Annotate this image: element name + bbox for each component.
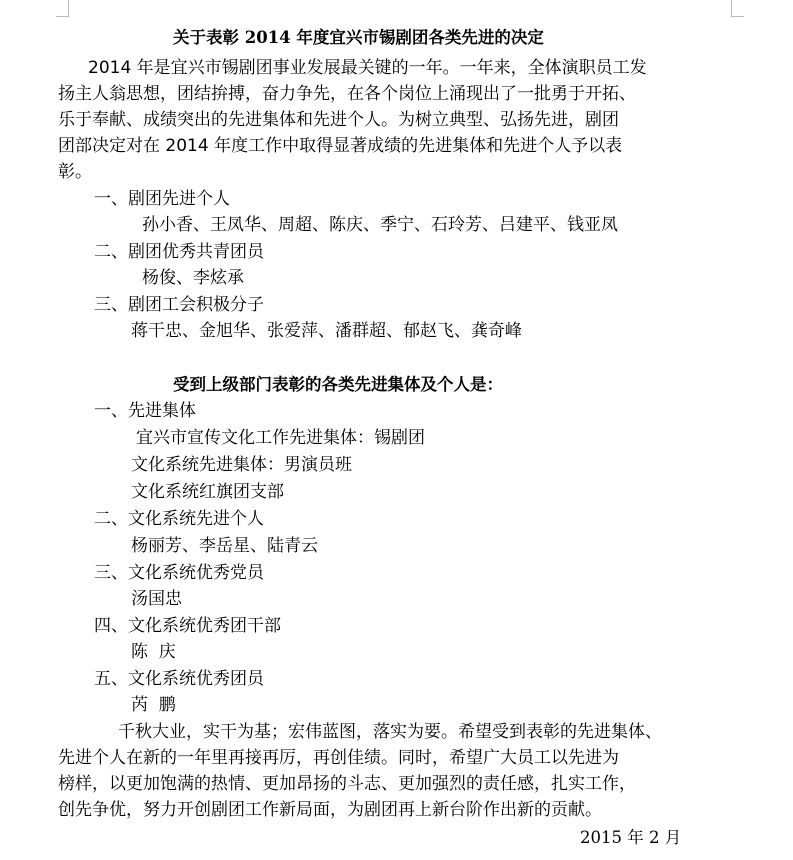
award-names: 孙小香、王凤华、周超、陈庆、季宁、石玲芳、吕建平、钱亚凤	[142, 215, 618, 235]
document-date: 2015 年 2 月	[580, 828, 682, 847]
award-names: 杨俊、李炫承	[142, 268, 244, 288]
superior-section-title: 受到上级部门表彰的各类先进集体及个人是：	[173, 375, 503, 394]
intro-line: 团部决定对在 2014 年度工作中取得显著成绩的先进集体和先进个人予以表	[58, 136, 623, 156]
award-heading: 一、剧团先进个人	[94, 189, 230, 209]
closing-line: 创先争优，努力开创剧团工作新局面，为剧团再上新台阶作出新的贡献。	[58, 800, 602, 820]
intro-line: 扬主人翁思想，团结拚搏，奋力争先，在各个岗位上涌现出了一批勇于开拓、	[58, 84, 636, 104]
award-heading: 二、剧团优秀共青团员	[94, 242, 264, 262]
award-heading: 四、文化系统优秀团干部	[94, 616, 281, 636]
award-heading: 五、文化系统优秀团员	[94, 669, 264, 689]
award-heading: 一、先进集体	[94, 401, 196, 421]
page-corner-mark-right	[731, 0, 744, 17]
closing-line: 榜样，以更加饱满的热情、更加昂扬的斗志、更加强烈的责任感，扎实工作，	[58, 774, 636, 794]
intro-line: 乐于奉献、成绩突出的先进集体和先进个人。为树立典型、弘扬先进，剧团	[58, 110, 619, 130]
award-heading: 二、文化系统先进个人	[94, 509, 264, 529]
document-title: 关于表彰 2014 年度宜兴市锡剧团各类先进的决定	[173, 28, 544, 47]
award-names: 杨丽芳、李岳星、陆青云	[131, 536, 318, 556]
page-corner-mark-left	[56, 0, 69, 17]
award-names: 汤国忠	[131, 589, 182, 609]
award-names: 宜兴市宣传文化工作先进集体：锡剧团	[136, 428, 425, 448]
intro-line: 彰。	[58, 162, 92, 182]
award-names: 文化系统红旗团支部	[131, 482, 284, 502]
award-names: 文化系统先进集体：男演员班	[131, 455, 352, 475]
intro-line: 2014 年是宜兴市锡剧团事业发展最关键的一年。一年来，全体演职员工发	[88, 58, 647, 78]
closing-line: 千秋大业，实干为基；宏伟蓝图，落实为要。希望受到表彰的先进集体、	[118, 722, 662, 742]
award-names: 蒋干忠、金旭华、张爱萍、潘群超、郁赵飞、龚奇峰	[131, 321, 522, 341]
award-names: 芮 鹏	[131, 695, 176, 715]
award-heading: 三、剧团工会积极分子	[94, 295, 264, 315]
closing-line: 先进个人在新的一年里再接再厉，再创佳绩。同时，希望广大员工以先进为	[58, 748, 619, 768]
award-names: 陈 庆	[131, 642, 176, 662]
award-heading: 三、文化系统优秀党员	[94, 563, 264, 583]
